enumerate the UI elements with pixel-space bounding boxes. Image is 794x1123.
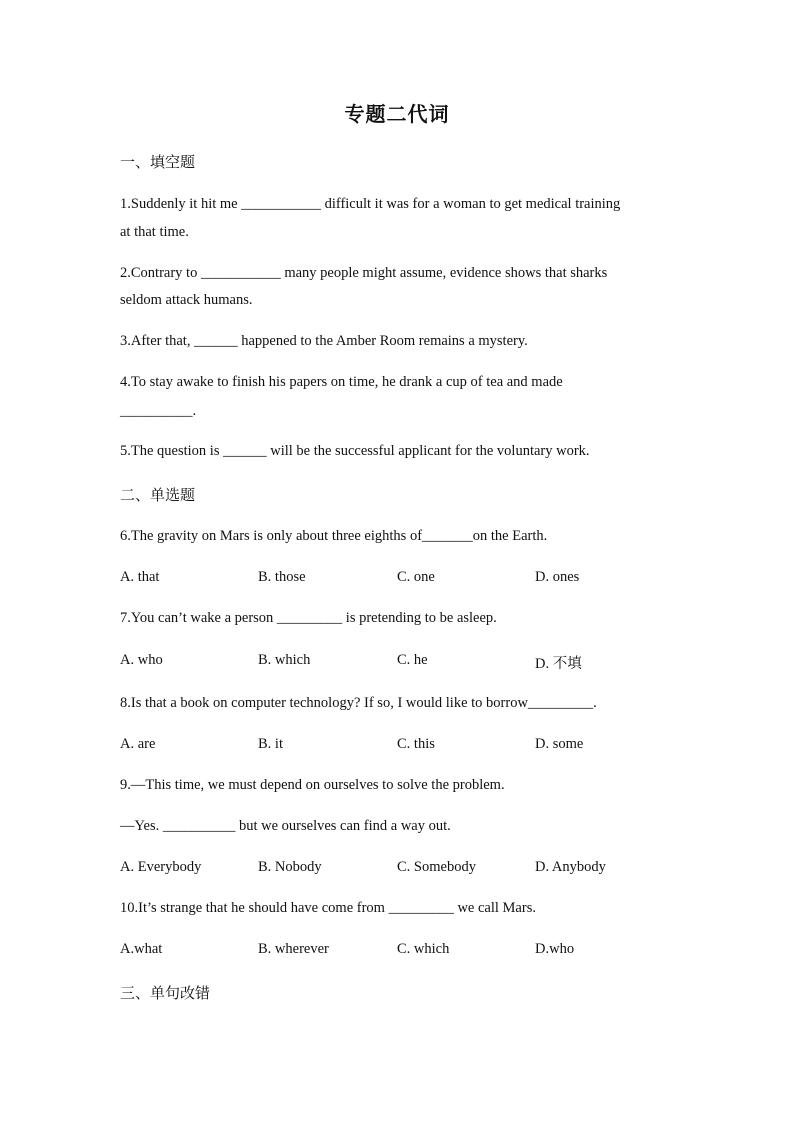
question-6-option-a: A. that — [120, 569, 160, 585]
section-heading-fill-in: 一、填空题 — [120, 153, 196, 171]
question-1-line-2: at that time. — [120, 224, 189, 240]
question-9-stem-1: 9.—This time, we must depend on ourselves to solve the problem. — [120, 777, 505, 793]
question-6-option-c: C. one — [397, 569, 435, 585]
question-6-stem: 6.The gravity on Mars is only about three eighths of_______on the Earth. — [120, 528, 548, 544]
question-9-stem-2: —Yes. __________ but we ourselves can find a way out. — [120, 818, 451, 834]
question-7-option-d: D. 不填 — [535, 656, 582, 672]
question-10-option-b: B. wherever — [258, 941, 329, 957]
question-1-line-1: 1.Suddenly it hit me ___________ difficult it was for a woman to get medical training — [120, 196, 621, 212]
question-6-option-d: D. ones — [535, 569, 580, 585]
question-10-option-a: A.what — [120, 941, 163, 957]
question-9-option-d: D. Anybody — [535, 859, 606, 875]
question-10-option-c: C. which — [397, 941, 450, 957]
question-7-option-c: C. he — [397, 652, 428, 668]
section-heading-error-correction: 三、单句改错 — [120, 984, 211, 1002]
question-8-stem: 8.Is that a book on computer technology? If so, I would like to borrow_________. — [120, 695, 597, 711]
section-heading-single-choice: 二、单选题 — [120, 486, 196, 504]
question-7-stem: 7.You can’t wake a person _________ is pretending to be asleep. — [120, 610, 497, 626]
question-6-option-b: B. those — [258, 569, 306, 585]
question-5: 5.The question is ______ will be the successful applicant for the voluntary work. — [120, 443, 590, 459]
page-title: 专题二代词 — [344, 102, 450, 126]
question-8-option-d: D. some — [535, 736, 584, 752]
question-4-line-2: __________. — [120, 403, 197, 419]
question-8-option-a: A. are — [120, 736, 156, 752]
question-8-option-c: C. this — [397, 736, 435, 752]
question-9-option-b: B. Nobody — [258, 859, 322, 875]
question-4-line-1: 4.To stay awake to finish his papers on time, he drank a cup of tea and made — [120, 374, 563, 390]
question-9-option-a: A. Everybody — [120, 859, 202, 875]
question-7-option-b: B. which — [258, 652, 311, 668]
question-9-option-c: C. Somebody — [397, 859, 476, 875]
question-10-option-d: D.who — [535, 941, 575, 957]
question-8-option-b: B. it — [258, 736, 283, 752]
question-2-line-2: seldom attack humans. — [120, 292, 253, 308]
question-3: 3.After that, ______ happened to the Amber Room remains a mystery. — [120, 333, 528, 349]
question-10-stem: 10.It’s strange that he should have come from _________ we call Mars. — [120, 900, 536, 916]
question-2-line-1: 2.Contrary to ___________ many people might assume, evidence shows that sharks — [120, 265, 608, 281]
question-7-option-a: A. who — [120, 652, 163, 668]
